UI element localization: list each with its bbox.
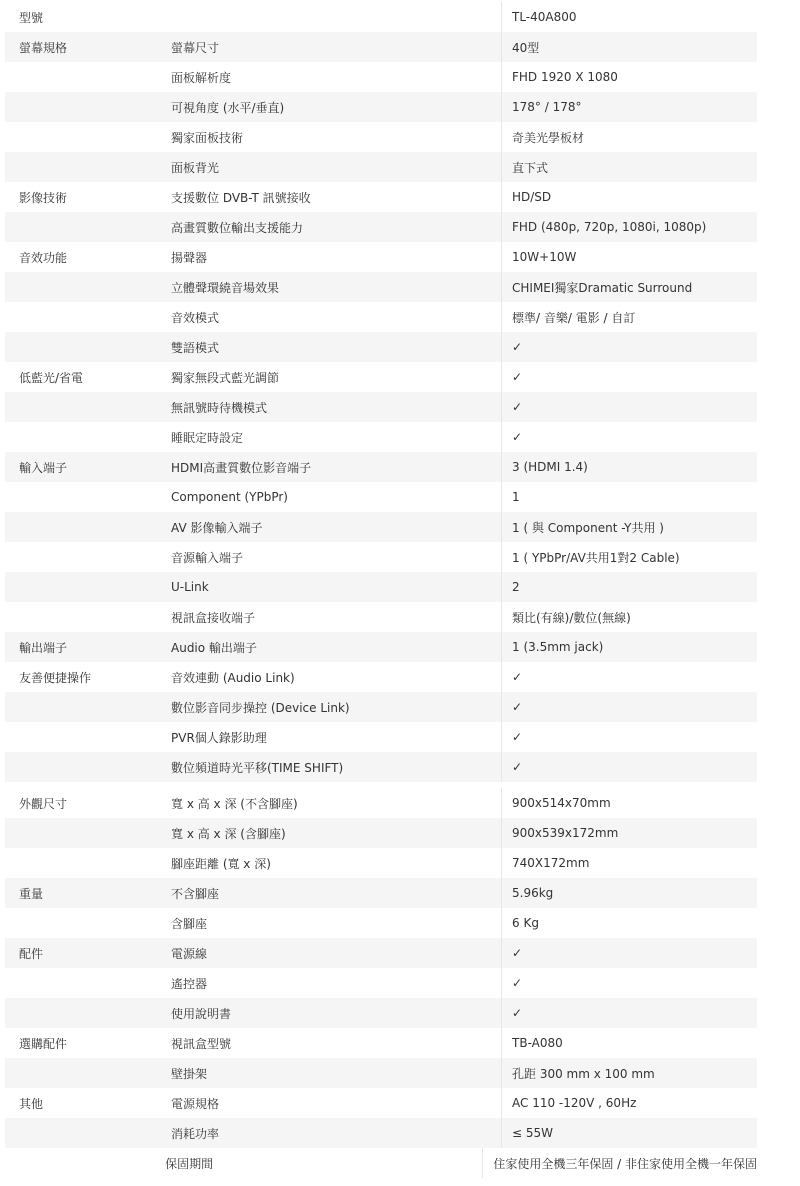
spec-item: 揚聲器 xyxy=(171,250,208,265)
spec-item: 使用說明書 xyxy=(171,1006,232,1021)
spec-value: 40型 xyxy=(512,40,540,55)
spec-value: 900x539x172mm xyxy=(512,826,619,840)
spec-item: Component (YPbPr) xyxy=(171,490,288,504)
spec-row xyxy=(5,1058,757,1088)
spec-value: FHD 1920 X 1080 xyxy=(512,70,618,84)
spec-item: 可視角度 (水平/垂直) xyxy=(171,100,285,115)
spec-item: HDMI高畫質數位影音端子 xyxy=(171,460,312,475)
spec-value: ✓ xyxy=(512,400,523,414)
spec-category: 選購配件 xyxy=(19,1036,68,1051)
spec-row xyxy=(5,632,757,662)
spec-category: 輸出端子 xyxy=(19,640,68,655)
spec-item: 含腳座 xyxy=(171,916,208,931)
spec-row xyxy=(5,32,757,62)
spec-item: 壁掛架 xyxy=(171,1066,208,1081)
spec-value: ✓ xyxy=(512,670,523,684)
spec-category: 螢幕規格 xyxy=(19,40,68,55)
spec-row xyxy=(5,818,757,848)
spec-category: 型號 xyxy=(19,10,44,25)
spec-value: 直下式 xyxy=(512,160,549,175)
spec-item: 音源輸入端子 xyxy=(171,550,244,565)
spec-item: 寬 x 高 x 深 (不含腳座) xyxy=(171,796,298,811)
spec-category: 外觀尺寸 xyxy=(19,796,68,811)
spec-row xyxy=(5,722,757,752)
spec-row xyxy=(5,92,757,122)
spec-value: FHD (480p, 720p, 1080i, 1080p) xyxy=(512,220,707,234)
spec-item: 數位影音同步操控 (Device Link) xyxy=(171,700,350,715)
spec-value: CHIMEI獨家Dramatic Surround xyxy=(512,280,693,295)
spec-row xyxy=(5,152,757,182)
spec-item: 保固期間 xyxy=(165,1156,214,1171)
spec-value: ✓ xyxy=(512,1006,523,1020)
spec-item: 螢幕尺寸 xyxy=(171,40,220,55)
spec-row xyxy=(5,422,757,452)
spec-value: 6 Kg xyxy=(512,916,539,930)
spec-row xyxy=(5,908,757,938)
spec-value: ✓ xyxy=(512,760,523,774)
spec-item: 不含腳座 xyxy=(171,886,220,901)
spec-value: 1 xyxy=(512,490,520,504)
spec-row xyxy=(5,662,757,692)
spec-item: 腳座距離 (寬 x 深) xyxy=(171,856,271,871)
spec-item: 音效模式 xyxy=(171,310,220,325)
spec-item: 視訊盒接收端子 xyxy=(171,610,256,625)
spec-value: 標準/ 音樂/ 電影 / 自訂 xyxy=(512,310,636,325)
spec-value: 1 ( YPbPr/AV共用1對2 Cable) xyxy=(512,550,680,565)
spec-row xyxy=(5,752,757,782)
spec-value: ✓ xyxy=(512,730,523,744)
spec-value: 178° / 178° xyxy=(512,100,582,114)
spec-row xyxy=(5,788,757,818)
spec-row xyxy=(5,602,757,632)
spec-value: 3 (HDMI 1.4) xyxy=(512,460,588,474)
spec-row xyxy=(5,1118,757,1148)
spec-category: 輸入端子 xyxy=(19,460,68,475)
spec-row xyxy=(5,242,757,272)
spec-value: 900x514x70mm xyxy=(512,796,611,810)
spec-value: 孔距 300 mm x 100 mm xyxy=(512,1066,655,1081)
spec-item: AV 影像輸入端子 xyxy=(171,520,263,535)
spec-row xyxy=(5,122,757,152)
spec-value: ≤ 55W xyxy=(512,1126,554,1140)
spec-category: 友善便捷操作 xyxy=(19,670,92,685)
spec-row xyxy=(5,692,757,722)
spec-value: HD/SD xyxy=(512,190,552,204)
spec-item: 音效連動 (Audio Link) xyxy=(171,670,295,685)
spec-row xyxy=(5,542,757,572)
spec-value: 740X172mm xyxy=(512,856,590,870)
spec-row xyxy=(5,2,757,32)
spec-row xyxy=(5,452,757,482)
spec-value: 5.96kg xyxy=(512,886,554,900)
spec-table xyxy=(5,2,757,1178)
spec-item: 電源線 xyxy=(171,946,208,961)
spec-row xyxy=(5,1148,757,1178)
spec-value: 奇美光學板材 xyxy=(512,130,585,145)
spec-row xyxy=(5,212,757,242)
spec-item: Audio 輸出端子 xyxy=(171,640,257,655)
spec-row xyxy=(5,332,757,362)
spec-item: 睡眠定時設定 xyxy=(171,430,244,445)
spec-category: 低藍光/省電 xyxy=(19,370,84,385)
spec-category: 音效功能 xyxy=(19,250,68,265)
spec-item: 寬 x 高 x 深 (含腳座) xyxy=(171,826,286,841)
spec-item: 雙語模式 xyxy=(171,340,220,355)
spec-item: 獨家無段式藍光調節 xyxy=(171,370,280,385)
spec-row xyxy=(5,1088,757,1118)
spec-category: 影像技術 xyxy=(19,190,68,205)
spec-value: TL-40A800 xyxy=(512,10,577,24)
spec-value: 2 xyxy=(512,580,520,594)
spec-value: ✓ xyxy=(512,370,523,384)
spec-item: 獨家面板技術 xyxy=(171,130,244,145)
spec-value: 10W+10W xyxy=(512,250,577,264)
spec-value: ✓ xyxy=(512,430,523,444)
spec-item: U-Link xyxy=(171,580,209,594)
spec-row xyxy=(5,968,757,998)
spec-item: 電源規格 xyxy=(171,1096,220,1111)
spec-item: 視訊盒型號 xyxy=(171,1036,232,1051)
spec-item: 無訊號時待機模式 xyxy=(171,400,268,415)
spec-row xyxy=(5,878,757,908)
spec-category: 其他 xyxy=(19,1096,44,1111)
spec-item: 立體聲環繞音場效果 xyxy=(171,280,280,295)
spec-item: PVR個人錄影助理 xyxy=(171,730,267,745)
spec-item: 支援數位 DVB-T 訊號接收 xyxy=(171,190,311,205)
spec-value: ✓ xyxy=(512,946,523,960)
spec-value: 類比(有線)/數位(無線) xyxy=(512,610,631,625)
spec-value: ✓ xyxy=(512,700,523,714)
spec-value: 1 ( 與 Component -Y共用 ) xyxy=(512,520,664,535)
spec-row xyxy=(5,998,757,1028)
spec-value: AC 110 -120V , 60Hz xyxy=(512,1096,637,1110)
spec-item: 數位頻道時光平移(TIME SHIFT) xyxy=(171,760,344,775)
spec-row xyxy=(5,572,757,602)
spec-value: ✓ xyxy=(512,340,523,354)
spec-value: 住家使用全機三年保固 / 非住家使用全機一年保固 xyxy=(493,1156,758,1171)
spec-row xyxy=(5,392,757,422)
spec-row xyxy=(5,62,757,92)
spec-item: 面板解析度 xyxy=(171,70,232,85)
spec-row xyxy=(5,362,757,392)
spec-item: 遙控器 xyxy=(171,976,208,991)
spec-category: 重量 xyxy=(19,886,44,901)
spec-row xyxy=(5,938,757,968)
spec-value: 1 (3.5mm jack) xyxy=(512,640,604,654)
spec-item: 消耗功率 xyxy=(171,1126,220,1141)
spec-row xyxy=(5,182,757,212)
spec-item: 高畫質數位輸出支援能力 xyxy=(171,220,304,235)
spec-value: ✓ xyxy=(512,976,523,990)
spec-row xyxy=(5,272,757,302)
spec-row xyxy=(5,302,757,332)
spec-row xyxy=(5,482,757,512)
spec-row xyxy=(5,512,757,542)
spec-value: TB-A080 xyxy=(512,1036,563,1050)
spec-item: 面板背光 xyxy=(171,160,220,175)
spec-category: 配件 xyxy=(19,946,44,961)
spec-row xyxy=(5,1028,757,1058)
spec-row xyxy=(5,848,757,878)
